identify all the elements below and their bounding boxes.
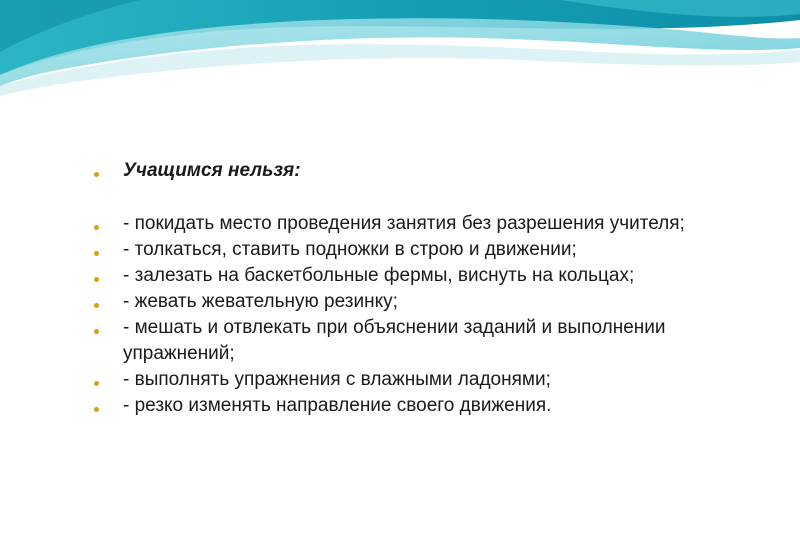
list-item-text: - выполнять упражнения с влажными ладонями; xyxy=(123,369,551,390)
list-item xyxy=(94,263,774,289)
bullet-icon xyxy=(94,303,99,308)
list-item-text: - толкаться, ставить подножки в строю и движении; xyxy=(123,239,577,260)
heading-text: Учащимся нельзя: xyxy=(123,160,301,181)
list-item xyxy=(94,315,774,367)
header-wave-decoration xyxy=(0,0,800,110)
bullet-icon xyxy=(94,381,99,386)
list-item-text: - жевать жевательную резинку; xyxy=(123,291,398,312)
bullet-icon xyxy=(94,225,99,230)
list-item xyxy=(94,237,774,263)
list-item xyxy=(94,367,774,393)
bullet-icon xyxy=(94,172,99,177)
list-item xyxy=(94,393,774,419)
list-item-text: - залезать на баскетбольные фермы, виснуть на кольцах; xyxy=(123,265,635,286)
bullet-icon xyxy=(94,329,99,334)
list-item xyxy=(94,289,774,315)
list-item-text: - мешать и отвлекать при объяснении заданий и выполнении упражнений; xyxy=(123,317,666,364)
slide-content xyxy=(94,158,774,419)
bullet-icon xyxy=(94,277,99,282)
list-item xyxy=(94,211,774,237)
bullet-icon xyxy=(94,251,99,256)
bullet-icon xyxy=(94,407,99,412)
list-item-text: - покидать место проведения занятия без разрешения учителя; xyxy=(123,213,685,234)
rules-heading xyxy=(94,158,774,184)
rules-list xyxy=(94,158,774,419)
list-item-text: - резко изменять направление своего движения. xyxy=(123,395,552,416)
